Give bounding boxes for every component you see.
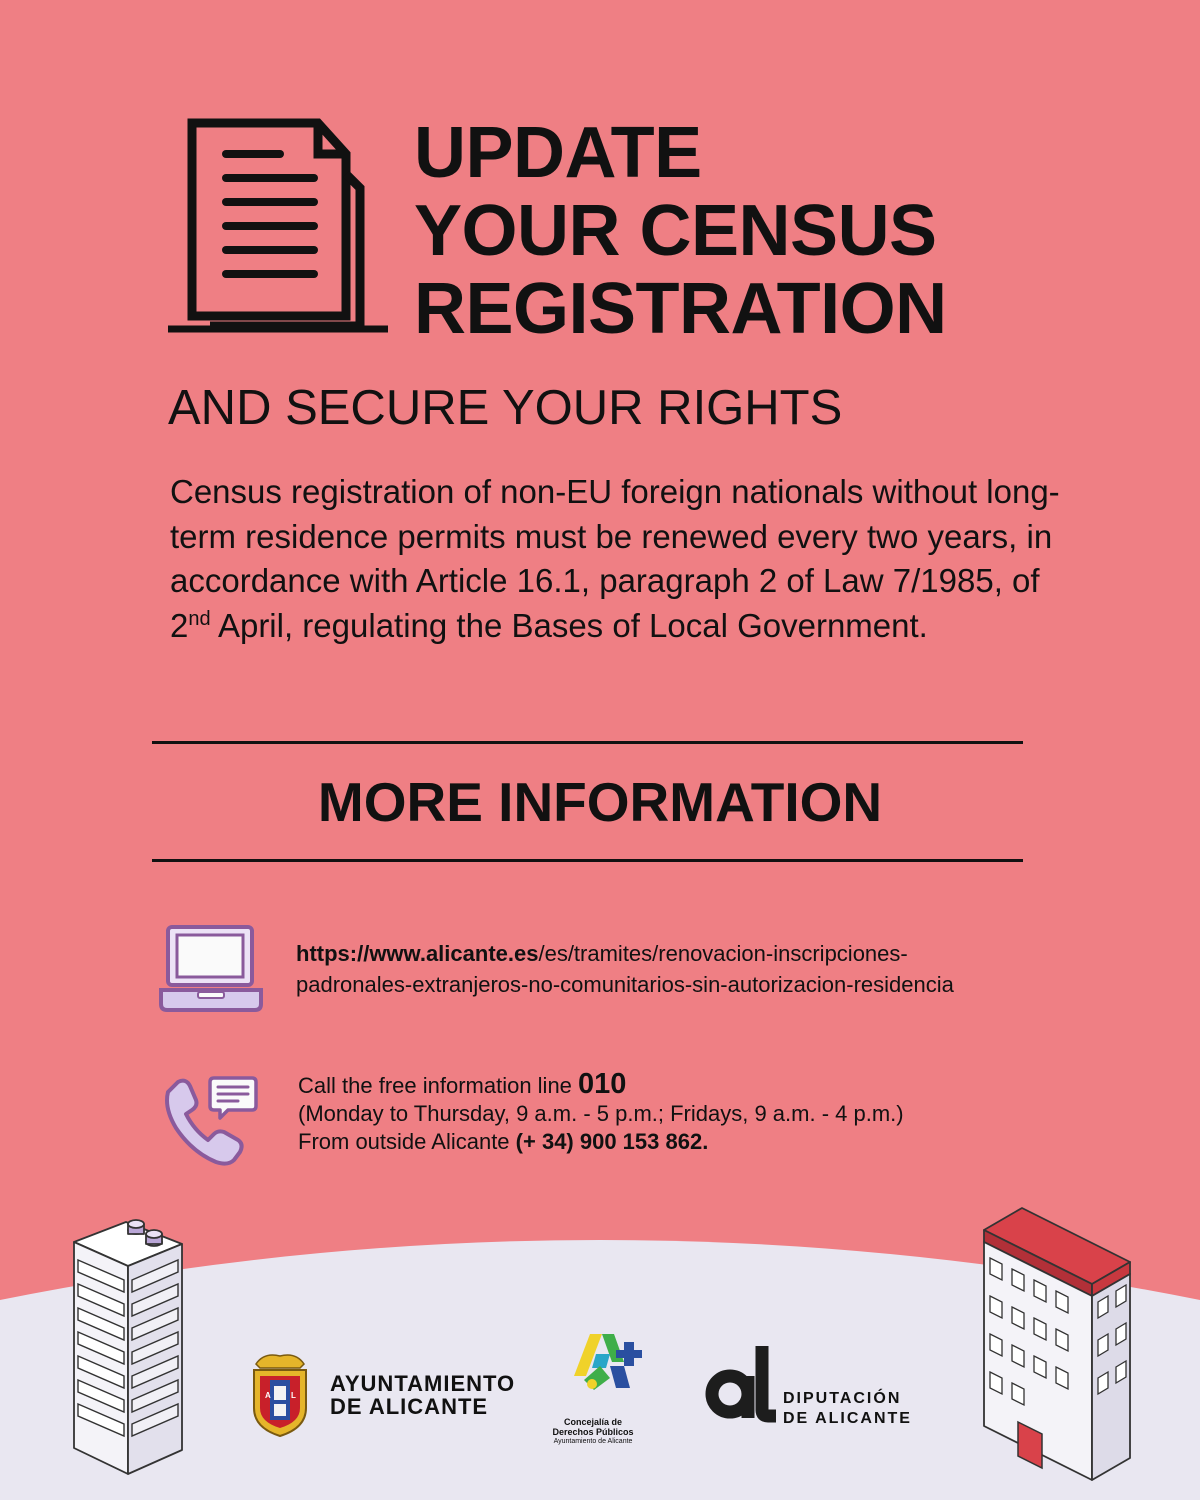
phone-chat-icon [164,1074,258,1166]
website-link[interactable] [296,938,954,1000]
logo-line: Concejalía de [563,1417,623,1427]
free-line-number[interactable]: 010 [578,1068,627,1100]
tower-building-illustration [66,1216,188,1478]
ayuntamiento-coat-of-arms [248,1350,312,1440]
logo-line: AYUNTAMIENTO [330,1371,516,1396]
outside-number[interactable]: (+ 34) 900 153 862. [515,1129,709,1154]
phone-info [298,1070,904,1156]
ayuntamiento-logo-text [330,1372,515,1418]
page-title [414,114,947,348]
svg-text:A: A [265,1391,271,1400]
url-line [296,938,954,969]
more-info-heading: MORE INFORMATION [317,771,883,833]
concejalia-logo-text [548,1417,638,1447]
laptop-icon [158,924,264,1014]
logo-line: DIPUTACIÓN [783,1390,902,1407]
apartment-building-illustration [978,1200,1134,1484]
title-line: UPDATE [414,113,702,193]
logo-line: DE ALICANTE [783,1410,912,1427]
document-icon [168,118,390,334]
url-path: /es/tramites/renovacion-inscripciones- [538,941,908,966]
phone-line-text: From outside Alicante [298,1129,516,1154]
subtitle: AND SECURE YOUR RIGHTS [168,381,843,435]
divider-bottom [152,859,1023,862]
url-domain: https://www.alicante.es [296,941,539,966]
diputacion-monogram-logo [704,1346,776,1424]
phone-hours: (Monday to Thursday, 9 a.m. - 5 p.m.; Fridays, 9 a.m. - 4 p.m.) [298,1101,904,1126]
logo-line: Ayuntamiento de Alicante [553,1438,633,1445]
body-text-part: April, regulating the Bases of Local Government. [210,606,928,644]
title-line: YOUR CENSUS [414,191,937,271]
body-text-part: Census registration of non-EU foreign nationals without long-term residence permits must be renewed every two years, in accordance with Article 16.1, paragraph 2 of Law 7/1985, of 2 [170,473,1060,644]
concejalia-logo-mark [566,1328,642,1418]
svg-text:L: L [291,1391,296,1400]
phone-line [298,1070,904,1100]
logo-line: DE ALICANTE [330,1394,489,1419]
title-line: REGISTRATION [414,269,947,349]
phone-line-text: Call the free information line [298,1073,579,1098]
url-line: padronales-extranjeros-no-comunitarios-sin-autorizacion-residencia [296,972,954,997]
phone-line [298,1128,904,1156]
body-paragraph [170,470,1070,648]
diputacion-logo-text [783,1389,912,1429]
logo-line: Derechos Públicos [552,1427,634,1437]
ordinal-suffix: nd [188,607,211,630]
divider-top [152,741,1023,744]
